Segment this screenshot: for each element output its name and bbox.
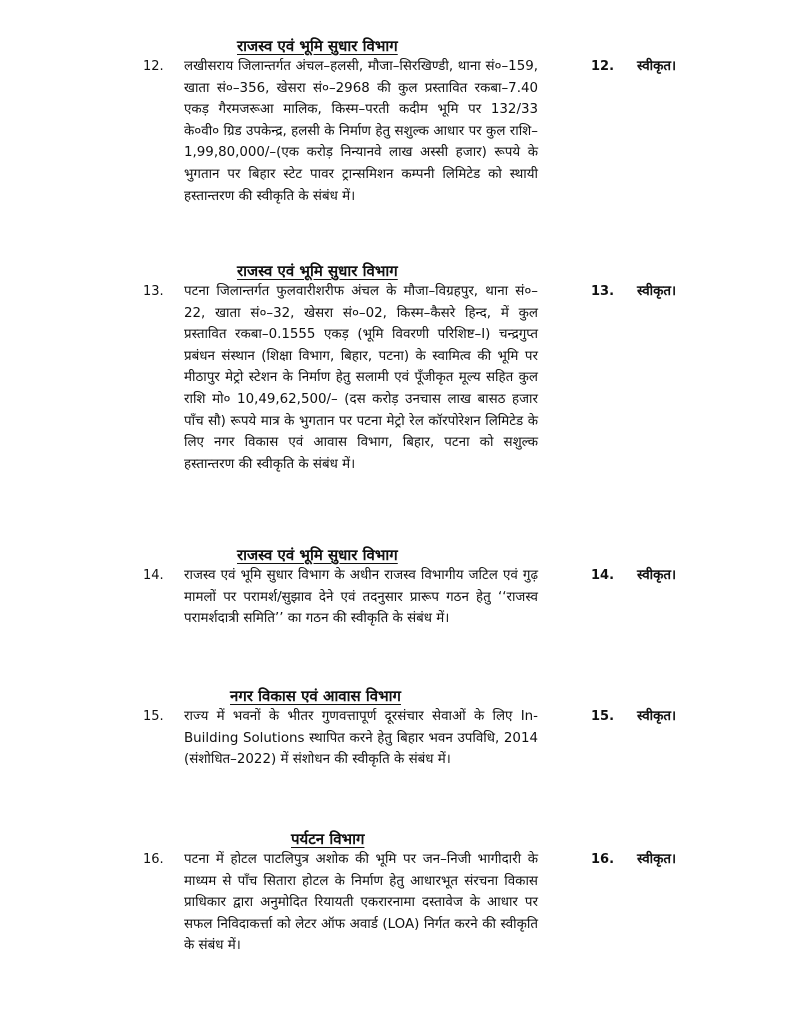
item-description: पटना में होटल पाटलिपुत्र अशोक की भूमि पर जन–निजी भागीदारी के माध्यम से पाँच सितारा होटल के निर्माण हेतु आधारभूत संरचना विकास प्राधिकार द्वारा अनुमोदित रियायती एकरारनामा दस्तावेज के आधार पर सफल निविदाकर्त्ता को लेटर ऑफ अवार्ड (LOA) निर्गत करने की स्वीकृति के संबंध में।: [184, 852, 538, 954]
decision-status: स्वीकृत।: [637, 709, 677, 724]
department-heading: राजस्व एवं भूमि सुधार विभाग: [237, 37, 398, 55]
item-description: राजस्व एवं भूमि सुधार विभाग के अधीन राजस्व विभागीय जटिल एवं गुढ़ मामलों पर परामर्श/सुझाव देने एवं तदनुसार प्रारूप गठन हेतु ‘‘राजस्व परामर्शदात्री समिति’’ का गठन की स्वीकृति के संबंध में।: [184, 568, 538, 627]
decision-status: स्वीकृत।: [637, 284, 677, 299]
decision-number: 13.: [591, 284, 615, 299]
decision-number: 15.: [591, 709, 615, 724]
department-heading: पर्यटन विभाग: [291, 830, 365, 848]
decision-number: 12.: [591, 59, 615, 74]
decision-status: स्वीकृत।: [637, 59, 677, 74]
department-heading: नगर विकास एवं आवास विभाग: [230, 687, 401, 705]
department-heading: राजस्व एवं भूमि सुधार विभाग: [237, 262, 398, 280]
item-description: लखीसराय जिलान्तर्गत अंचल–हलसी, मौजा–सिरखिण्डी, थाना सं०–159, खाता सं०–356, खेसरा सं०–2968 की कुल प्रस्तावित रकबा–7.40 एकड़ गैरमजरूआ मालिक, किस्म–परती कदीम भूमि पर 132/33 के०वी० ग्रिड उपकेन्द्र, हलसी के निर्माण हेतु सशुल्क आधार पर कुल राशि–1,99,80,000/–(एक करोड़ निन्यानवे लाख अस्सी हजार) रूपये के भुगतान पर बिहार स्टेट पावर ट्रान्समिशन कम्पनी लिमिटेड को स्थायी हस्तान्तरण की स्वीकृति के संबंध में।: [184, 59, 538, 204]
item-description: राज्य में भवनों के भीतर गुणवत्तापूर्ण दूरसंचार सेवाओं के लिए In-Building Solutions स्थापित करने हेतु बिहार भवन उपविधि, 2014 (संशोधित–2022) में संशोधन की स्वीकृति के संबंध में।: [184, 709, 538, 768]
decision-number: 16.: [591, 852, 615, 867]
item-number: 13.: [143, 284, 164, 299]
decision-status: स्वीकृत।: [637, 852, 677, 867]
item-number: 12.: [143, 59, 164, 74]
item-description: पटना जिलान्तर्गत फुलवारीशरीफ अंचल के मौजा–विग्रहपुर, थाना सं०–22, खाता सं०–32, खेसरा सं०–02, किस्म–कैसरे हिन्द, में कुल प्रस्तावित रकबा–0.1555 एकड़ (भूमि विवरणी परिशिष्ट–I) चन्द्रगुप्त प्रबंधन संस्थान (शिक्षा विभाग, बिहार, पटना) के स्वामित्व की भूमि पर मीठापुर मेट्रो स्टेशन के निर्माण हेतु सलामी एवं पूँजीकृत मूल्य सहित कुल राशि मो० 10,49,62,500/– (दस करोड़ उनचास लाख बासठ हजार पाँच सौ) रूपये मात्र के भुगतान पर पटना मेट्रो रेल कॉरपोरेशन लिमिटेड के लिए नगर विकास एवं आवास विभाग, बिहार, पटना को सशुल्क हस्तान्तरण की स्वीकृति के संबंध में।: [184, 284, 538, 472]
decision-number: 14.: [591, 568, 615, 583]
department-heading: राजस्व एवं भूमि सुधार विभाग: [237, 546, 398, 564]
item-number: 16.: [143, 852, 164, 867]
decision-status: स्वीकृत।: [637, 568, 677, 583]
item-number: 14.: [143, 568, 164, 583]
item-number: 15.: [143, 709, 164, 724]
